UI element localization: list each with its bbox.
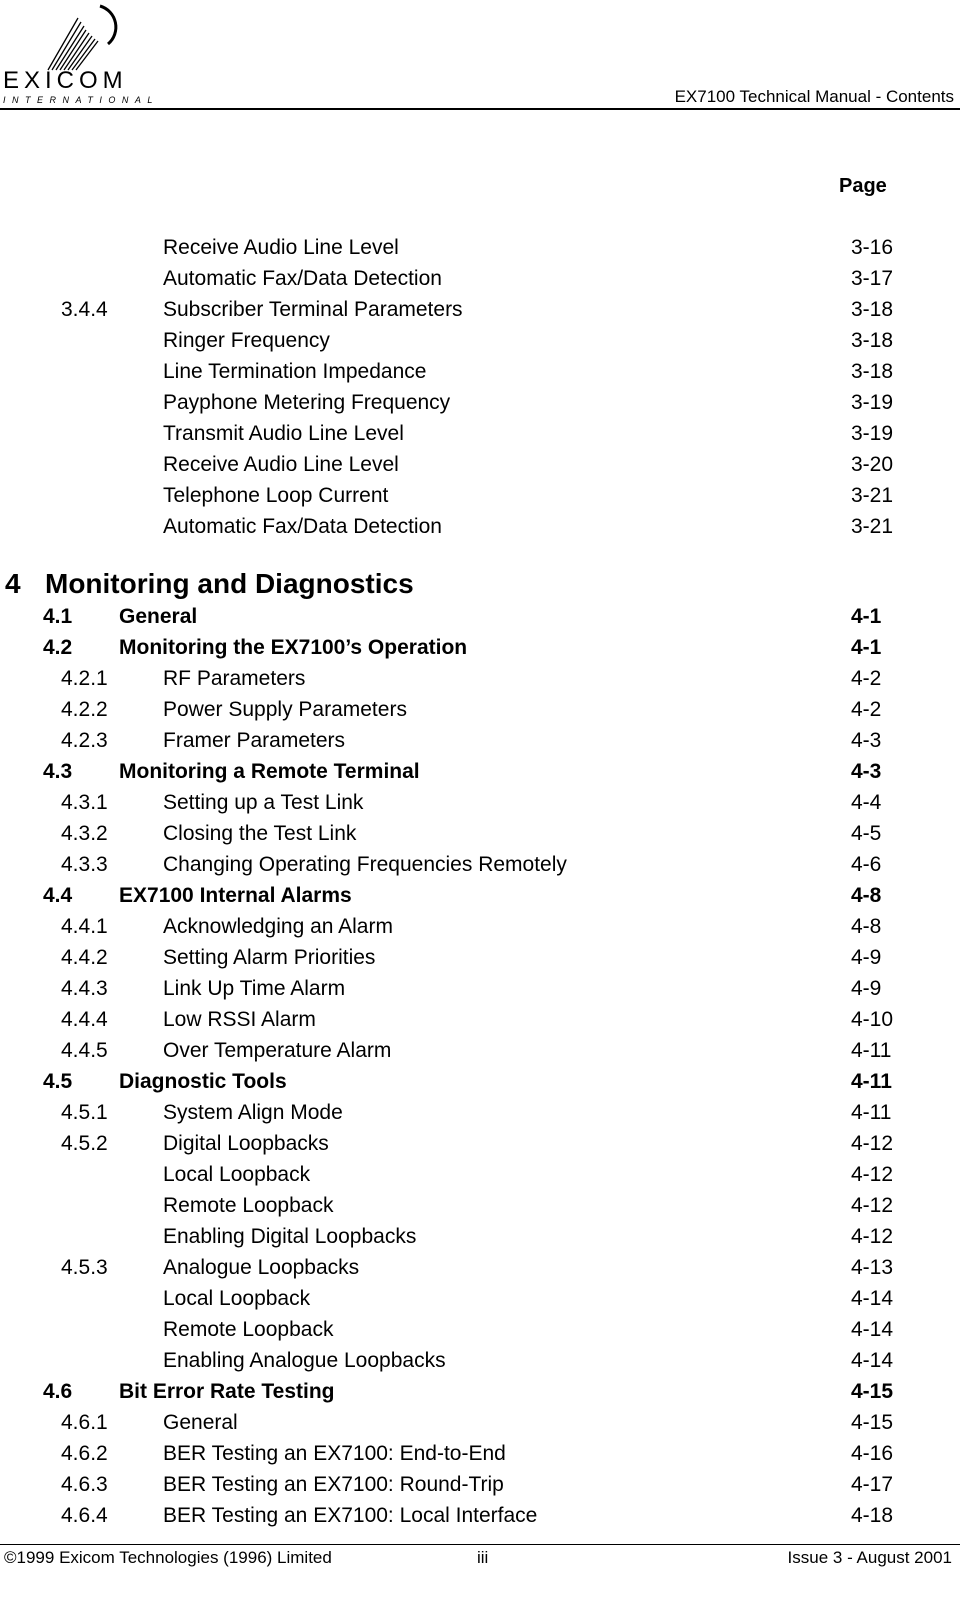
toc-entry[interactable] bbox=[0, 1066, 978, 1097]
entry-number: 4.4.3 bbox=[61, 977, 108, 1000]
entry-number: 4.4.5 bbox=[61, 1039, 108, 1062]
entry-title: Bit Error Rate Testing bbox=[119, 1380, 335, 1403]
entry-title: Monitoring a Remote Terminal bbox=[119, 760, 420, 783]
toc-entry[interactable] bbox=[0, 232, 978, 263]
entry-number: 4.1 bbox=[43, 605, 73, 628]
entry-title: Low RSSI Alarm bbox=[163, 1008, 316, 1031]
toc-entry[interactable] bbox=[0, 356, 978, 387]
entry-page: 4-12 bbox=[851, 1163, 894, 1186]
entry-title: BER Testing an EX7100: End-to-End bbox=[163, 1442, 506, 1465]
entry-page: 4-8 bbox=[851, 884, 882, 907]
toc-entry[interactable] bbox=[0, 663, 978, 694]
header-title: EX7100 Technical Manual - Contents bbox=[674, 87, 954, 106]
entry-title: Acknowledging an Alarm bbox=[163, 915, 393, 938]
entry-title: Local Loopback bbox=[163, 1287, 311, 1310]
toc-entry[interactable] bbox=[0, 387, 978, 418]
entry-title: BER Testing an EX7100: Round-Trip bbox=[163, 1473, 504, 1496]
page-column-label: Page bbox=[839, 175, 887, 197]
entry-number: 4.4.1 bbox=[61, 915, 108, 938]
entry-number: 4.5.1 bbox=[61, 1101, 108, 1124]
footer-issue: Issue 3 - August 2001 bbox=[787, 1548, 952, 1567]
entry-title: Payphone Metering Frequency bbox=[163, 391, 451, 414]
toc-entry[interactable] bbox=[0, 1004, 978, 1035]
entry-title: EX7100 Internal Alarms bbox=[119, 884, 352, 907]
toc-entry[interactable] bbox=[0, 449, 978, 480]
entry-page: 3-21 bbox=[851, 484, 894, 507]
toc-entry[interactable] bbox=[0, 694, 978, 725]
entry-page: 4-18 bbox=[851, 1504, 894, 1527]
entry-page: 4-2 bbox=[851, 698, 882, 721]
entry-page: 4-14 bbox=[851, 1287, 894, 1310]
entry-number: 4.5.3 bbox=[61, 1256, 108, 1279]
entry-page: 3-19 bbox=[851, 391, 894, 414]
entry-title: BER Testing an EX7100: Local Interface bbox=[163, 1504, 538, 1527]
entry-page: 4-9 bbox=[851, 946, 882, 969]
toc-entry[interactable] bbox=[0, 480, 978, 511]
entry-page: 4-8 bbox=[851, 915, 882, 938]
entry-page: 4-10 bbox=[851, 1008, 894, 1031]
entry-number: 4.3 bbox=[43, 760, 73, 783]
entry-title: Enabling Digital Loopbacks bbox=[163, 1225, 417, 1248]
entry-number: 4.3.3 bbox=[61, 853, 108, 876]
entry-page: 4-6 bbox=[851, 853, 882, 876]
entry-page: 4-11 bbox=[851, 1039, 892, 1062]
toc-entry[interactable] bbox=[0, 1097, 978, 1128]
svg-text:INTERNATIONAL: INTERNATIONAL bbox=[3, 95, 159, 105]
entry-title: Telephone Loop Current bbox=[163, 484, 389, 507]
entry-title: Receive Audio Line Level bbox=[163, 236, 399, 259]
entry-title: Enabling Analogue Loopbacks bbox=[163, 1349, 446, 1372]
entry-number: 4.2 bbox=[43, 636, 73, 659]
entry-number: 4.6.1 bbox=[61, 1411, 108, 1434]
toc-entry[interactable] bbox=[0, 325, 978, 356]
entry-page: 4-12 bbox=[851, 1132, 894, 1155]
entry-number: 4.2.2 bbox=[61, 698, 108, 721]
entry-number: 4.2.3 bbox=[61, 729, 108, 752]
entry-title: Automatic Fax/Data Detection bbox=[163, 515, 442, 538]
exicom-logo bbox=[0, 0, 160, 106]
toc-entry[interactable] bbox=[0, 1376, 978, 1407]
entry-title: Monitoring and Diagnostics bbox=[45, 568, 414, 599]
entry-page: 3-17 bbox=[851, 267, 894, 290]
toc-entry[interactable] bbox=[0, 1500, 978, 1531]
entry-title: Line Termination Impedance bbox=[163, 360, 427, 383]
footer-copyright: ©1999 Exicom Technologies (1996) Limited bbox=[4, 1548, 332, 1567]
entry-number: 4.6.4 bbox=[61, 1504, 108, 1527]
entry-number: 4.5 bbox=[43, 1070, 73, 1093]
toc-entry[interactable] bbox=[0, 1345, 978, 1376]
toc-entry[interactable] bbox=[0, 1159, 978, 1190]
toc-entry[interactable] bbox=[0, 294, 978, 325]
toc-entry[interactable] bbox=[0, 787, 978, 818]
entry-page: 4-1 bbox=[851, 605, 882, 628]
entry-page: 3-16 bbox=[851, 236, 894, 259]
entry-number: 4.6.3 bbox=[61, 1473, 108, 1496]
entry-page: 4-4 bbox=[851, 791, 882, 814]
toc-entry[interactable] bbox=[0, 849, 978, 880]
entry-page: 4-11 bbox=[851, 1101, 892, 1124]
toc-entry[interactable] bbox=[0, 418, 978, 449]
entry-title: Monitoring the EX7100’s Operation bbox=[119, 636, 468, 659]
toc-entry[interactable] bbox=[0, 1314, 978, 1345]
toc-entry[interactable] bbox=[0, 601, 978, 632]
toc-entry[interactable] bbox=[0, 725, 978, 756]
chapter-heading[interactable] bbox=[0, 542, 978, 601]
entry-page: 4-12 bbox=[851, 1194, 894, 1217]
entry-title: Setting Alarm Priorities bbox=[163, 946, 376, 969]
entry-number: 4.3.1 bbox=[61, 791, 108, 814]
entry-number: 4.6 bbox=[43, 1380, 73, 1403]
toc-entry[interactable] bbox=[0, 1283, 978, 1314]
entry-number: 4.6.2 bbox=[61, 1442, 108, 1465]
entry-title: Link Up Time Alarm bbox=[163, 977, 346, 1000]
entry-title: RF Parameters bbox=[163, 667, 306, 690]
entry-page: 3-19 bbox=[851, 422, 894, 445]
entry-number: 4.4 bbox=[43, 884, 73, 907]
footer-divider bbox=[0, 1544, 960, 1545]
entry-page: 4-5 bbox=[851, 822, 882, 845]
entry-page: 3-18 bbox=[851, 329, 894, 352]
toc-entry[interactable] bbox=[0, 1190, 978, 1221]
entry-page: 4-12 bbox=[851, 1225, 894, 1248]
entry-title: Changing Operating Frequencies Remotely bbox=[163, 853, 567, 876]
toc-entry[interactable] bbox=[0, 756, 978, 787]
entry-number: 4.3.2 bbox=[61, 822, 108, 845]
entry-number: 4 bbox=[5, 568, 21, 599]
entry-title: Remote Loopback bbox=[163, 1318, 334, 1341]
entry-page: 4-2 bbox=[851, 667, 882, 690]
toc-entry[interactable] bbox=[0, 911, 978, 942]
entry-title: Setting up a Test Link bbox=[163, 791, 364, 814]
toc-entry[interactable] bbox=[0, 818, 978, 849]
entry-page: 4-3 bbox=[851, 760, 882, 783]
entry-page: 4-11 bbox=[851, 1070, 892, 1093]
entry-title: Receive Audio Line Level bbox=[163, 453, 399, 476]
svg-text:EXICOM: EXICOM bbox=[3, 67, 128, 94]
entry-title: System Align Mode bbox=[163, 1101, 343, 1124]
entry-title: General bbox=[163, 1411, 238, 1434]
toc-entry[interactable] bbox=[0, 1438, 978, 1469]
entry-page: 4-13 bbox=[851, 1256, 894, 1279]
entry-page: 3-20 bbox=[851, 453, 894, 476]
entry-title: Subscriber Terminal Parameters bbox=[163, 298, 463, 321]
header-divider bbox=[0, 108, 960, 110]
toc-entry[interactable] bbox=[0, 880, 978, 911]
entry-title: Power Supply Parameters bbox=[163, 698, 407, 721]
entry-page: 4-15 bbox=[851, 1380, 894, 1403]
entry-title: Automatic Fax/Data Detection bbox=[163, 267, 442, 290]
entry-page: 3-18 bbox=[851, 360, 894, 383]
toc-entry[interactable] bbox=[0, 942, 978, 973]
entry-title: Closing the Test Link bbox=[163, 822, 357, 845]
entry-title: Diagnostic Tools bbox=[119, 1070, 287, 1093]
toc-entry[interactable] bbox=[0, 1252, 978, 1283]
entry-page: 3-21 bbox=[851, 515, 894, 538]
entry-title: Analogue Loopbacks bbox=[163, 1256, 360, 1279]
toc-entry[interactable] bbox=[0, 511, 978, 542]
entry-title: General bbox=[119, 605, 198, 628]
entry-page: 4-15 bbox=[851, 1411, 894, 1434]
entry-title: Transmit Audio Line Level bbox=[163, 422, 404, 445]
entry-page: 4-3 bbox=[851, 729, 882, 752]
entry-number: 4.2.1 bbox=[61, 667, 108, 690]
entry-title: Framer Parameters bbox=[163, 729, 346, 752]
toc-entry[interactable] bbox=[0, 1407, 978, 1438]
toc-entry[interactable] bbox=[0, 1035, 978, 1066]
entry-page: 4-1 bbox=[851, 636, 882, 659]
entry-title: Local Loopback bbox=[163, 1163, 311, 1186]
entry-page: 4-16 bbox=[851, 1442, 894, 1465]
entry-title: Ringer Frequency bbox=[163, 329, 330, 352]
entry-title: Over Temperature Alarm bbox=[163, 1039, 392, 1062]
toc-entry[interactable] bbox=[0, 1469, 978, 1500]
entry-title: Remote Loopback bbox=[163, 1194, 334, 1217]
entry-page: 4-14 bbox=[851, 1318, 894, 1341]
entry-page: 4-14 bbox=[851, 1349, 894, 1372]
toc-entry[interactable] bbox=[0, 632, 978, 663]
toc-entry[interactable] bbox=[0, 1128, 978, 1159]
entry-number: 4.5.2 bbox=[61, 1132, 108, 1155]
toc-entry[interactable] bbox=[0, 1221, 978, 1252]
entry-number: 3.4.4 bbox=[61, 298, 108, 321]
entry-title: Digital Loopbacks bbox=[163, 1132, 329, 1155]
toc-entry[interactable] bbox=[0, 973, 978, 1004]
entry-page: 4-9 bbox=[851, 977, 882, 1000]
footer-page-number: iii bbox=[477, 1548, 489, 1567]
toc-entry[interactable] bbox=[0, 263, 978, 294]
entry-page: 4-17 bbox=[851, 1473, 894, 1496]
table-of-contents bbox=[0, 232, 978, 1531]
entry-number: 4.4.4 bbox=[61, 1008, 108, 1031]
entry-page: 3-18 bbox=[851, 298, 894, 321]
entry-number: 4.4.2 bbox=[61, 946, 108, 969]
